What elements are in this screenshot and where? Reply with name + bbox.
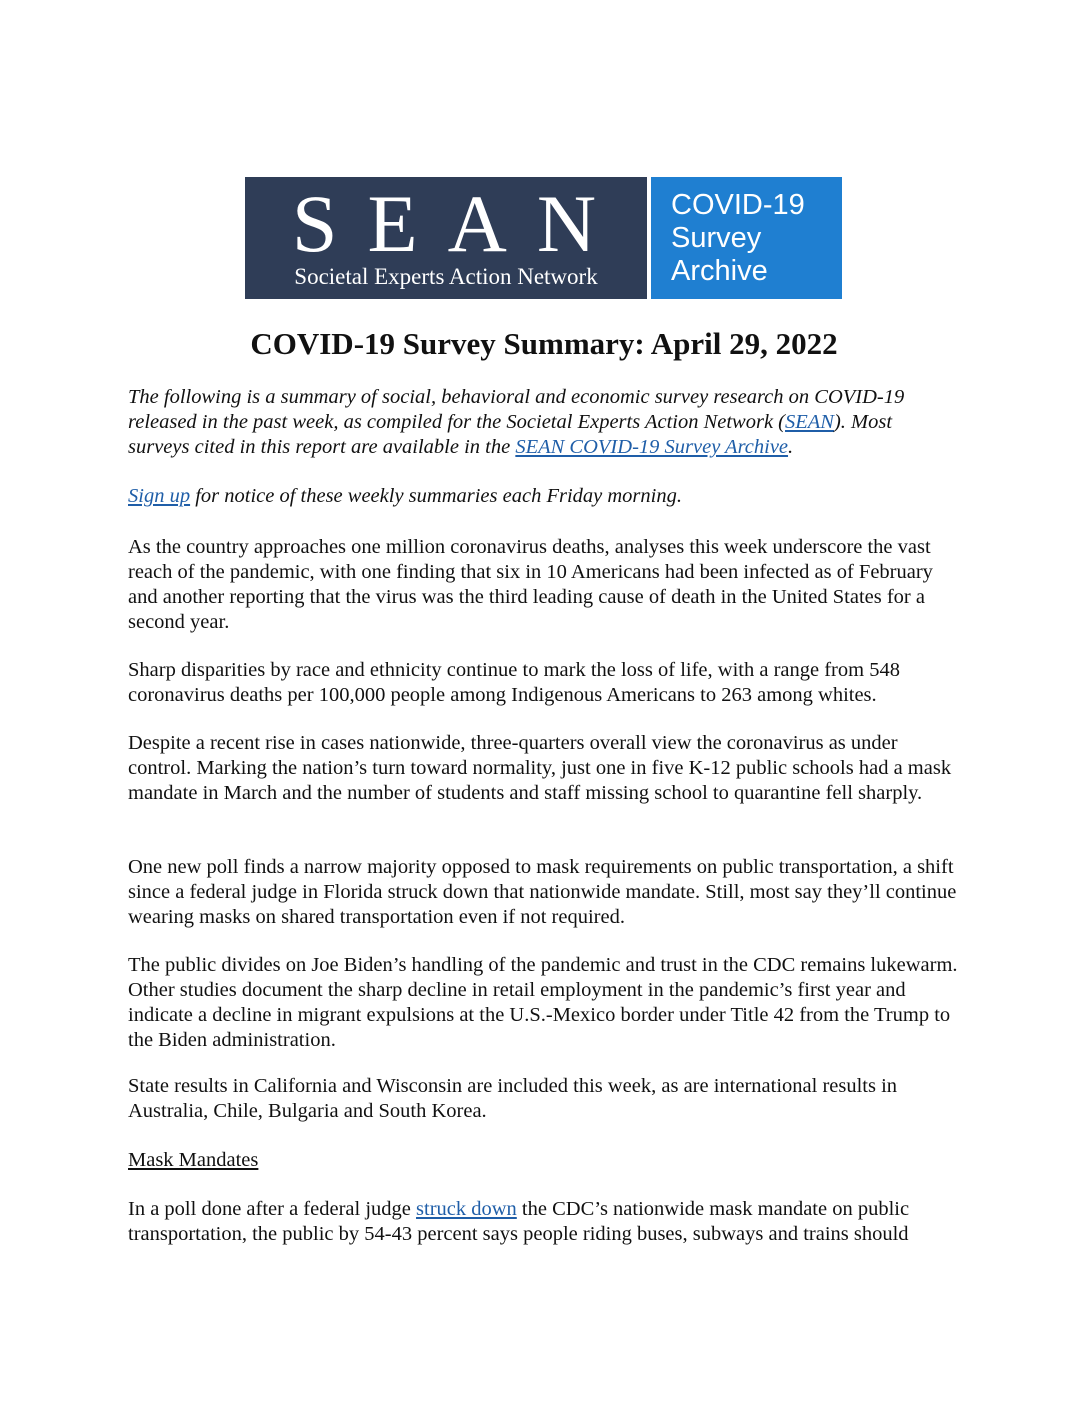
sean-logo-full-name: Societal Experts Action Network bbox=[294, 264, 598, 289]
mask-text-1: In a poll done after a federal judge bbox=[128, 1198, 417, 1220]
sean-logo-brand-block bbox=[245, 177, 647, 299]
summary-paragraph-6: State results in California and Wisconsin are included this week, as are international results in Australia, Chile, Bulgaria and South Korea. bbox=[128, 1075, 898, 1122]
summary-paragraph-2: Sharp disparities by race and ethnicity continue to mark the loss of life, with a range from 548 coronavirus deaths per 100,000 people among Indigenous Americans to 263 among whites. bbox=[128, 659, 900, 706]
section-heading-mask-mandates: Mask Mandates bbox=[128, 1149, 259, 1171]
archive-logo-line-1: COVID-19 bbox=[671, 189, 805, 221]
struck-down-link[interactable]: struck down bbox=[416, 1198, 517, 1220]
signup-paragraph bbox=[128, 484, 958, 509]
intro-text-2: ). Most surveys cited in this report are available in the bbox=[128, 411, 893, 458]
summary-paragraph-4: One new poll finds a narrow majority opposed to mask requirements on public transportation, a shift since a federal judge in Florida struck down that nationwide mandate. Still, most say they’ll continue wearing masks on shared transportation even if not required. bbox=[128, 856, 957, 928]
summary-paragraph-3: Despite a recent rise in cases nationwide, three-quarters overall view the coronavirus as under control. Marking the nation’s turn toward normality, just one in five K-12 public schools had a mask mandate in March and the number of students and staff missing school to quarantine fell sharply. bbox=[128, 732, 952, 804]
archive-logo-line-2: Survey bbox=[671, 222, 762, 254]
intro-text-3: . bbox=[788, 436, 794, 458]
summary-paragraph-1: As the country approaches one million coronavirus deaths, analyses this week underscore the vast reach of the pandemic, with one finding that six in 10 Americans had been infected as of February and another reporting that the virus was the third leading cause of death in the United States for a second year. bbox=[128, 536, 933, 633]
signup-text: for notice of these weekly summaries each Friday morning. bbox=[190, 485, 682, 507]
sean-link[interactable]: SEAN bbox=[785, 411, 834, 433]
intro-paragraph bbox=[128, 385, 958, 460]
survey-archive-link[interactable]: SEAN COVID-19 Survey Archive bbox=[515, 436, 789, 458]
intro-text-1: The following is a summary of social, behavioral and economic survey research on COVID-19 released in the past week, as compiled for the Societal Experts Action Network ( bbox=[128, 386, 905, 433]
mask-text-2: the CDC’s nationwide mask mandate on public transportation, the public by 54-43 percent says people riding buses, subways and trains should bbox=[128, 1198, 910, 1245]
page-title: COVID-19 Survey Summary: April 29, 2022 bbox=[250, 326, 838, 361]
mask-mandates-paragraph bbox=[128, 1197, 958, 1247]
sign-up-link[interactable]: Sign up bbox=[128, 485, 191, 507]
summary-paragraph-5: The public divides on Joe Biden’s handling of the pandemic and trust in the CDC remains lukewarm. Other studies document the sharp decline in retail employment in the pandemic’s first year and indicate a decline in migrant expulsions at the U.S.-Mexico border under Title 42 from the Trump to the Biden administration. bbox=[128, 954, 958, 1051]
archive-logo-line-3: Archive bbox=[671, 255, 768, 287]
sean-logo-wordmark: SEAN bbox=[291, 178, 627, 269]
covid-archive-logo-block bbox=[651, 177, 842, 299]
